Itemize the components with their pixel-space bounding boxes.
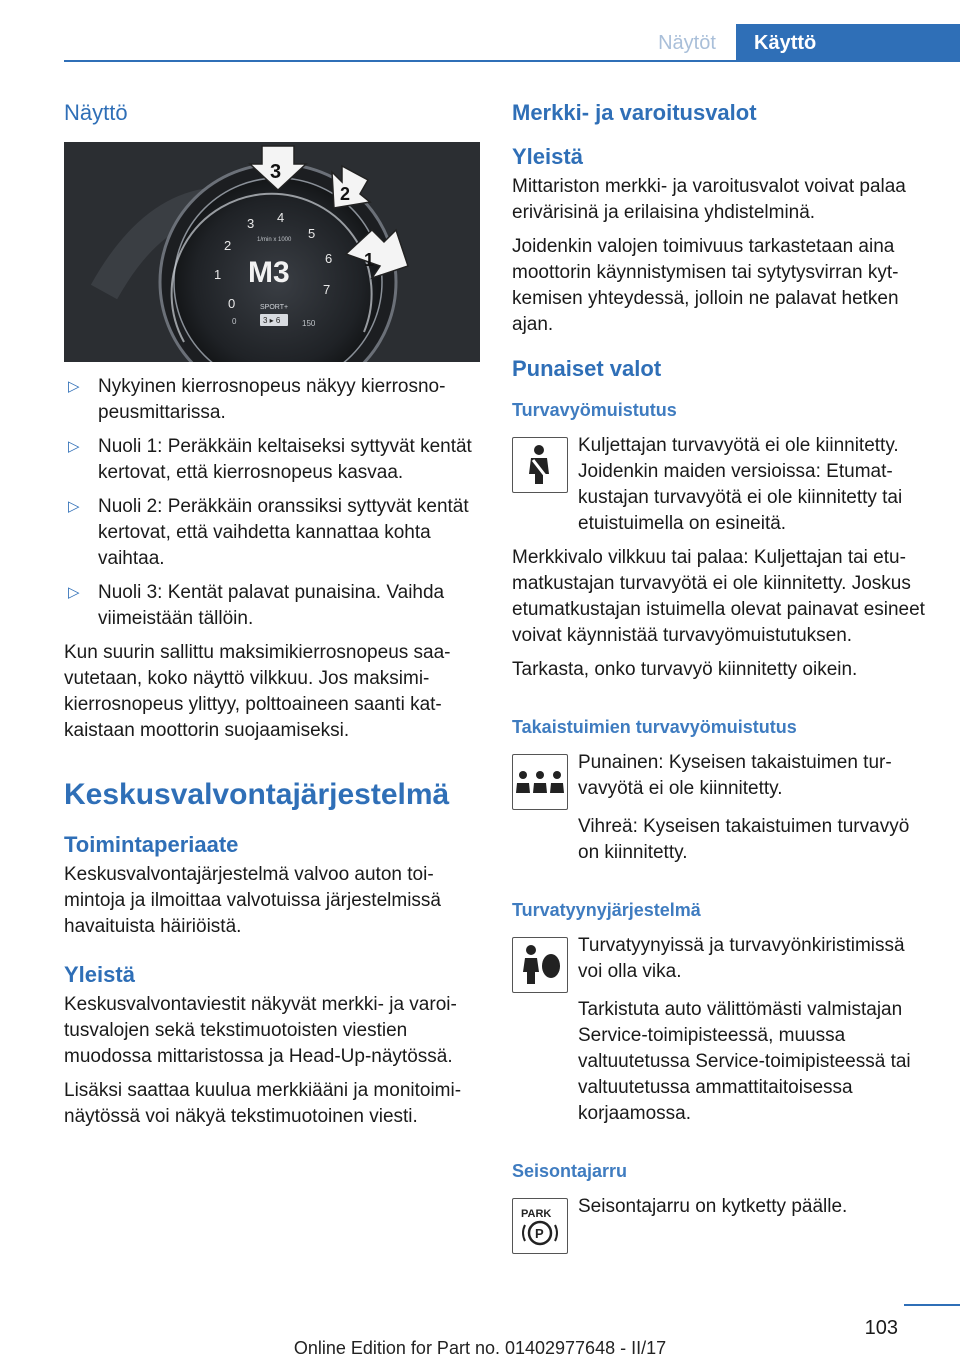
parking-brake-block	[512, 1194, 930, 1250]
parking-brake-icon	[512, 1198, 568, 1254]
rpm-scale-text: 1/min x 1000	[257, 237, 292, 243]
seatbelt-warning-icon	[512, 437, 568, 493]
warning-general-paragraph-2: Joidenkin valojen toimivuus tarkastetaan aina moottorin käynnistymisen tai sytytysvirran kytkemisen yhteydessä, jolloin ne palavat hetken ajan.	[512, 236, 899, 335]
general-paragraph-2: Lisäksi saattaa kuulua merkkiääni ja monitoiminäytössä voi näkyä tekstimuotoinen viesti.	[64, 1080, 462, 1127]
gear-display: M3	[248, 256, 290, 289]
triangle-bullet-icon: ▷	[68, 498, 80, 515]
triangle-bullet-icon: ▷	[68, 438, 80, 455]
speed-max: 150	[302, 319, 316, 328]
airbag-block	[512, 933, 930, 989]
warning-general-paragraph-1: Mittariston merkki- ja varoitusvalot voivat palaa erivärisinä ja erilaisina yhdistelminä.	[512, 176, 906, 223]
rpm-4: 4	[277, 210, 285, 225]
general-heading-right: Yleistä	[512, 144, 583, 169]
right-column	[512, 100, 930, 1250]
svg-text:3: 3	[270, 161, 282, 183]
header-rule	[64, 60, 960, 62]
rear-seatbelt-icon	[512, 754, 568, 810]
rear-seatbelt-heading: Takaistuimien turvavyömuistutus	[512, 717, 797, 737]
svg-text:PARK: PARK	[521, 1208, 552, 1220]
max-rpm-paragraph: Kun suurin sallittu maksimikierrosnopeus saavutetaan, koko näyttö vilkkuu. Jos maksimikierrosnopeus ylittyy, polttoaineen saanti katkaistaan moottorin suojaamiseksi.	[64, 642, 451, 741]
triangle-bullet-icon: ▷	[68, 378, 80, 395]
list-item: ▷ Nykyinen kierrosnopeus näkyy kierrosnopeusmittarissa.	[68, 376, 446, 423]
airbag-heading: Turvatyynyjärjestelmä	[512, 900, 701, 920]
seatbelt-reminder-block	[512, 433, 930, 537]
airbag-warning-icon	[512, 937, 568, 993]
rpm-3: 3	[247, 216, 255, 231]
list-item: ▷ Nuoli 1: Peräkkäin keltaiseksi syttyvät kentät kertovat, että kierrosnopeus kasvaa.	[68, 436, 472, 483]
red-lights-heading: Punaiset valot	[512, 356, 662, 381]
central-monitoring-heading: Keskusvalvontajärjestelmä	[64, 778, 450, 811]
general-heading-left: Yleistä	[64, 962, 135, 987]
header-section-tab[interactable]: Näytöt	[658, 32, 716, 54]
parking-brake-heading: Seisontajarru	[512, 1161, 628, 1181]
list-item: ▷ Nuoli 2: Peräkkäin oranssiksi syttyvät kentät kertovat, että vaihdetta kannattaa kohta vaihtaa.	[68, 496, 469, 569]
speed-min: 0	[232, 317, 237, 326]
svg-text:P: P	[535, 1226, 544, 1241]
principle-paragraph: Keskusvalvontajärjestelmä valvoo auton toimintoja ja ilmoittaa valvotuissa järjestelmissä havaituista häiriöistä.	[64, 864, 441, 937]
rpm-2: 2	[224, 238, 232, 253]
list-item: ▷ Nuoli 3: Kentät palavat punaisina. Vaihda viimeistään tällöin.	[68, 582, 445, 629]
rev-counter-illustration	[64, 142, 480, 362]
rpm-7: 7	[323, 282, 331, 297]
svg-text:2: 2	[340, 184, 351, 204]
header-chapter-tab[interactable]: Käyttö	[736, 24, 960, 62]
left-column	[64, 100, 480, 1130]
footer-edition: Online Edition for Part no. 01402977648 - II/17	[293, 1338, 667, 1358]
parking-brake-text: Seisontajarru on kytketty päälle.	[578, 1196, 848, 1217]
seatbelt-text-3: Tarkasta, onko turvavyö kiinnitetty oikein.	[512, 659, 858, 680]
rpm-5: 5	[308, 226, 316, 241]
gear-small-text: 3 ▸ 6	[263, 316, 281, 325]
rpm-6: 6	[325, 251, 333, 266]
airbag-text-1: Turvatyynyissä ja turvavyönkiristimissä voi olla vika.	[578, 935, 905, 982]
general-paragraph-1: Keskusvalvontaviestit näkyvät merkki- ja varoitusvalojen sekä tekstimuotoisten viestien muodossa mittaristossa ja Head-Up-näytössä.	[64, 994, 457, 1067]
svg-text:1: 1	[364, 250, 375, 270]
seatbelt-reminder-heading: Turvavyömuistutus	[512, 400, 677, 420]
rear-seatbelt-block	[512, 750, 930, 806]
airbag-text-2: Tarkistuta auto välittömästi valmistajan Service-toimipisteessä, muussa valtuutetussa Service-toimipisteessä tai valtuutetussa ammattitaitoisessa korjaamossa.	[578, 999, 911, 1124]
rear-seatbelt-text-1: Punainen: Kyseisen takaistuimen turvavyötä ei ole kiinnitetty.	[578, 752, 892, 799]
page-number: 103	[864, 1317, 898, 1339]
rpm-0: 0	[228, 296, 236, 311]
triangle-bullet-icon: ▷	[68, 584, 80, 601]
section-title-display: Näyttö	[64, 100, 128, 125]
mode-text: SPORT+	[260, 304, 289, 311]
seatbelt-text-1: Kuljettajan turvavyötä ei ole kiinnitetty. Joidenkin maiden versioissa: Etumatkustajan turvavyötä ei ole kiinnitetty tai etuistuimella on esineitä.	[578, 435, 903, 534]
principle-heading: Toimintaperiaate	[64, 832, 239, 857]
footer-rule	[904, 1304, 960, 1306]
seatbelt-text-2: Merkkivalo vilkkuu tai palaa: Kuljettajan tai etumatkustajan turvavyötä ei ole kiinnitetty. Joskus etumatkustajan istuimella olevat painavat esineet voivat käynnistää turvavyömuistutuksen.	[512, 547, 925, 646]
rear-seatbelt-text-2: Vihreä: Kyseisen takaistuimen turvavyö on kiinnitetty.	[578, 816, 910, 863]
warning-lights-heading: Merkki- ja varoitusvalot	[512, 100, 757, 125]
rpm-1: 1	[214, 267, 222, 282]
instrument-cluster-image	[64, 142, 480, 362]
display-bullet-list	[64, 374, 480, 632]
